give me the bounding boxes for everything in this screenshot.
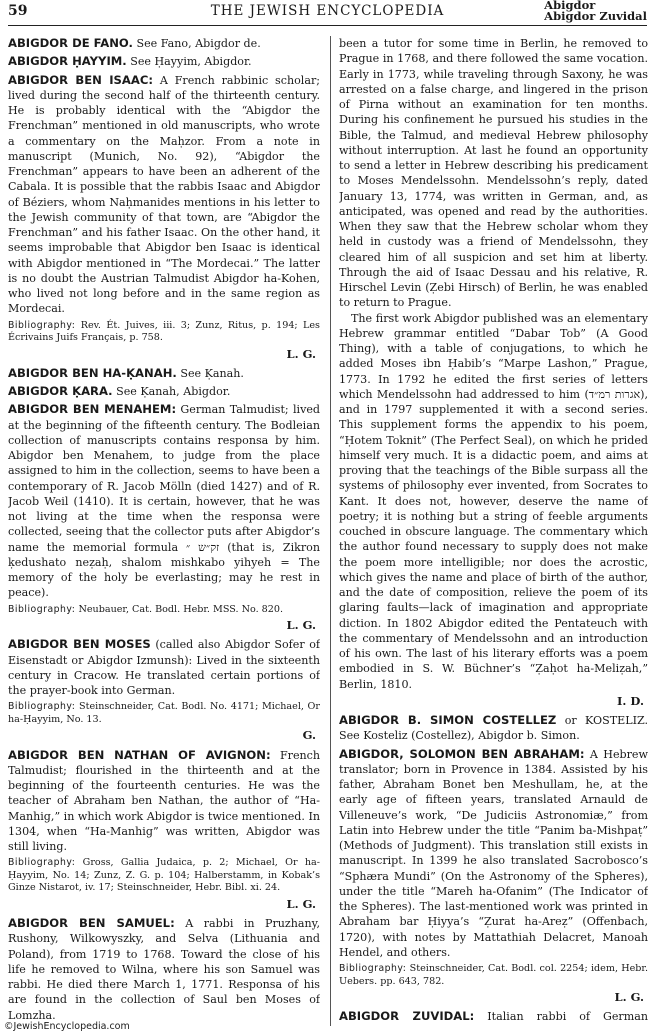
right-column: [339, 36, 648, 1026]
entry-abigdor-zuvidal: [339, 1009, 648, 1026]
headword: ABIGDOR BEN MENAHEM:: [8, 402, 177, 417]
author-signature: L. G.: [614, 990, 644, 1004]
column-divider: [330, 36, 331, 1026]
entry-text: Italian rabbi of German: [487, 1010, 648, 1024]
headword: ABIGDOR DE FANO.: [8, 36, 133, 50]
entry-abigdor-ben-menahem: [8, 402, 320, 600]
bibliography: Bibliography: Gross, Gallia Judaica, p. 2; Michael, Or ha-Ḥayyim, No. 14; Zunz, Z. G. p. 104; Halberstamm, in Kobak’s Ginze Nistarot, iv. 17; Steinschneider, Hebr. Bibl. xi. 24.: [8, 857, 320, 894]
entry-abigdor-ben-isaac: [8, 73, 320, 317]
bibliography: Bibliography: Neubauer, Cat. Bodl. Hebr. MSS. No. 820.: [8, 603, 284, 615]
author-signature: I. D.: [617, 693, 644, 708]
page-number: 59: [8, 3, 28, 19]
running-head: [544, 0, 647, 22]
entry-text: A rabbi in Pruzhany, Rushony, Wilkowyszky, and Selva (Lithuania and Poland), from 1719 to 1768. Toward the close of his life he removed to Wilna, where his son Samuel was rabbi. He died there March 1, 1771. Responsa of his are found in the collection of Saul ben Moses of Lomzha.: [8, 917, 320, 1022]
entry-text: A Hebrew translator; born in Provence in 1384. Assisted by his father, Abraham Bonet ben Meshullam, he, at the early age of fifteen years, translated Arnauld de Villeneuve’s work, “De Judiciis Astronomiæ,” from Latin into Hebrew under the title “Panim ba-Mishpaṭ” (Methods of Judgment). This translation still exists in manuscript. In 1399 he also translated Sacrobosco’s “Sphæra Mundi” (On the Astronomy of the Spheres), under the title “Mareh ha-Ofanim” (The Indicator of the Spheres). The last-mentioned work was printed in Abraham bar Ḥiyya’s “Ẓurat ha-Areẓ” (Offenbach, 1720), with notes by Mattathiah Delacret, Manoah Hendel, and others.: [339, 747, 648, 959]
headword: ABIGDOR BEN MOSES: [8, 637, 151, 652]
entry-abigdor-de-fano: [8, 36, 320, 51]
page-title: THE JEWISH ENCYCLOPEDIA: [210, 3, 445, 19]
author-signature: L. G.: [286, 896, 316, 911]
author-signature: L. G.: [286, 618, 316, 632]
entry-text: See Ḥayyim, Abigdor.: [130, 55, 252, 69]
author-signature: L. G.: [286, 346, 316, 361]
entry-text: See Fano, Abigdor de.: [136, 37, 261, 50]
left-column: [8, 36, 320, 1026]
entry-text: French Talmudist; flourished in the thirteenth and at the beginning of the fourteenth centuries. He was the teacher of Abraham ben Nathan, the author of “Ha-Manhig,” in which work Abigdor is twice mentioned. In 1304, when “Ha-Manhig” was written, Abigdor was still living.: [8, 748, 320, 853]
author-signature: G.: [302, 728, 316, 743]
entry-abigdor-ben-samuel: [8, 916, 320, 1023]
entry-text: See Ḳanah, Abigdor.: [116, 385, 231, 398]
headword: ABIGDOR BEN SAMUEL:: [8, 916, 175, 930]
running-head-first: Abigdor: [544, 0, 596, 12]
footer-copyright: ©JewishEncyclopedia.com: [4, 1021, 130, 1032]
entry-text: See Ḳanah.: [180, 366, 244, 380]
entry-text: A French rabbinic scholar; lived during the second half of the thirteenth century. He is probably identical with the “Abigdor the Frenchman” mentioned in old manuscripts, who wrote a commentary on the Maḥzor. From a note in manuscript (Munich, No. 92), “Abigdor the Frenchman” appears to have been an adherent of the Cabala. It is possible that the rabbis Isaac and Abigdor of Béziers, whom Naḥmanides mentions in his letter to the Jewish community of that town, are “Abigdor the Frenchman” and his father Isaac. On the other hand, it seems improbable that Abigdor ben Isaac is identical with Abigdor mentioned in “The Mordecai.” The latter is no doubt the Austrian Talmudist Abigdor ha-Kohen, who lived not long before and in the same region as Mordecai.: [8, 73, 320, 316]
page-header: [8, 0, 647, 24]
paragraph-continuation: been a tutor for some time in Berlin, he removed to Prague in 1768, and there followed the same vocation. Early in 1773, while traveling through Saxony, he was arrested on a false charge, and lingered in the prison of Pirna without an examination for ten months. During his confinement he pursued his studies in the Bible, the Talmud, and medieval Hebrew philosophy without interruption. At last he found an opportunity to send a letter in Hebrew describing his predicament to Moses Mendelssohn. Mendelssohn’s reply, dated January 13, 1774, was written in German, and, as anticipated, was opened and read by the authorities. When they saw that the Hebrew scholar whom they held in custody was a friend of Mendelssohn, they cleared him of all suspicion and set him at liberty. Through the aid of Isaac Dessau and his relative, R. Hirschel Levin (Ẓebi Hirsch) of Berlin, he was enabled to return to Prague.: [339, 37, 648, 310]
entry-abigdor-costellez: [339, 713, 648, 744]
bibliography: Bibliography: Steinschneider, Cat. Bodl. col. 2254; idem, Hebr. Uebers. pp. 643, 782.: [339, 963, 648, 987]
headword: ABIGDOR BEN HA-ḲANAH.: [8, 365, 177, 380]
entry-abigdor-ben-nathan: [8, 748, 320, 855]
entry-abigdor-hayyim: [8, 54, 320, 69]
entry-abigdor-kara: [8, 384, 320, 399]
headword: ABIGDOR BEN NATHAN OF AVIGNON:: [8, 747, 271, 762]
entry-text: German Talmudist; lived at the beginning of the fifteenth century. The Bodleian collection of manuscripts contains responsa by him. Abigdor ben Menahem, to judge from the place assigned to him in the collection, seems to have been a contemporary of R. Jacob Mölln (died 1427) and of R. Jacob Weil (1410). It is certain, however, that he was not living at the time when the responsa were collected, seeing that the collector puts after Abigdor’s name the memorial formula זק״ש ״ (that is, Zikron ḳedushato neẓaḥ, shalom mishkabo yihyeh = The memory of the holy be everlasting; may he rest in peace).: [8, 403, 320, 600]
headword: ABIGDOR, SOLOMON BEN ABRAHAM:: [339, 746, 585, 761]
headword: ABIGDOR ZUVIDAL:: [339, 1009, 475, 1024]
headword: ABIGDOR ḲARA.: [8, 384, 113, 398]
paragraph: The first work Abigdor published was an elementary Hebrew grammar entitled “Dabar Tob” (A Good Thing), with a table of conjugations, to which he added Moses ibn Ḥabib’s “Marpe Lashon,” Prague, 1773. In 1792 he edited the first series of letters which Mendelssohn had addressed to him (אגרות רמ״ד), and in 1797 supplemented it with a second series. This supplement forms the appendix to his poem, “Ḥotem Toknit” (The Perfect Seal), on which he prided himself very much. It is a didactic poem, and aims at proving that the teachings of the Bible surpass all the systems of philosophy ever invented, from Socrates to Kant. It does not, however, deserve the name of poetry; it is nothing but a string of feeble arguments couched in obscure language. The commentary which the author found necessary to supply does not make the poem more intelligible; nor does the acrostic, which gives the name and place of birth of the author, and the date of composition, relieve the poem of its glaring faults—lack of imagination and appropriate diction. In 1802 Abigdor edited the Pentateuch with the commentary of Mendelssohn and an introduction of his own. The last of his literary efforts was a poem embodied in S. W. Büchner’s “Ẓaḥot ha-Meliẓah,” Berlin, 1810.: [339, 311, 648, 691]
entry-text: (called also Abigdor Sofer of Eisenstadt or Abigdor Izmunsh): Lived in the sixteenth century in Cracow. He translated certain portions of the prayer-book into German.: [8, 638, 320, 697]
header-rule: [8, 25, 647, 26]
entry-text: or KOSTELIZ. See Kosteliz (Costellez), Abigdor b. Simon.: [339, 714, 648, 743]
headword: ABIGDOR ḤAYYIM.: [8, 54, 127, 69]
entry-abigdor-ben-ha-kanah: [8, 366, 320, 381]
entry-abigdor-solomon: [339, 747, 648, 961]
bibliography: Bibliography: Steinschneider, Cat. Bodl. No. 4171; Michael, Or ha-Ḥayyim, No. 13.: [8, 701, 320, 725]
bibliography: Bibliography: Rev. Ét. Juives, iii. 3; Zunz, Ritus, p. 194; Les Écrivains Juifs Français, p. 758.: [8, 319, 320, 343]
running-head-last: Abigdor Zuvidal: [544, 9, 647, 23]
headword: ABIGDOR B. SIMON COSTELLEZ: [339, 713, 557, 727]
entry-abigdor-ben-moses: [8, 637, 320, 698]
headword: ABIGDOR BEN ISAAC:: [8, 72, 153, 87]
